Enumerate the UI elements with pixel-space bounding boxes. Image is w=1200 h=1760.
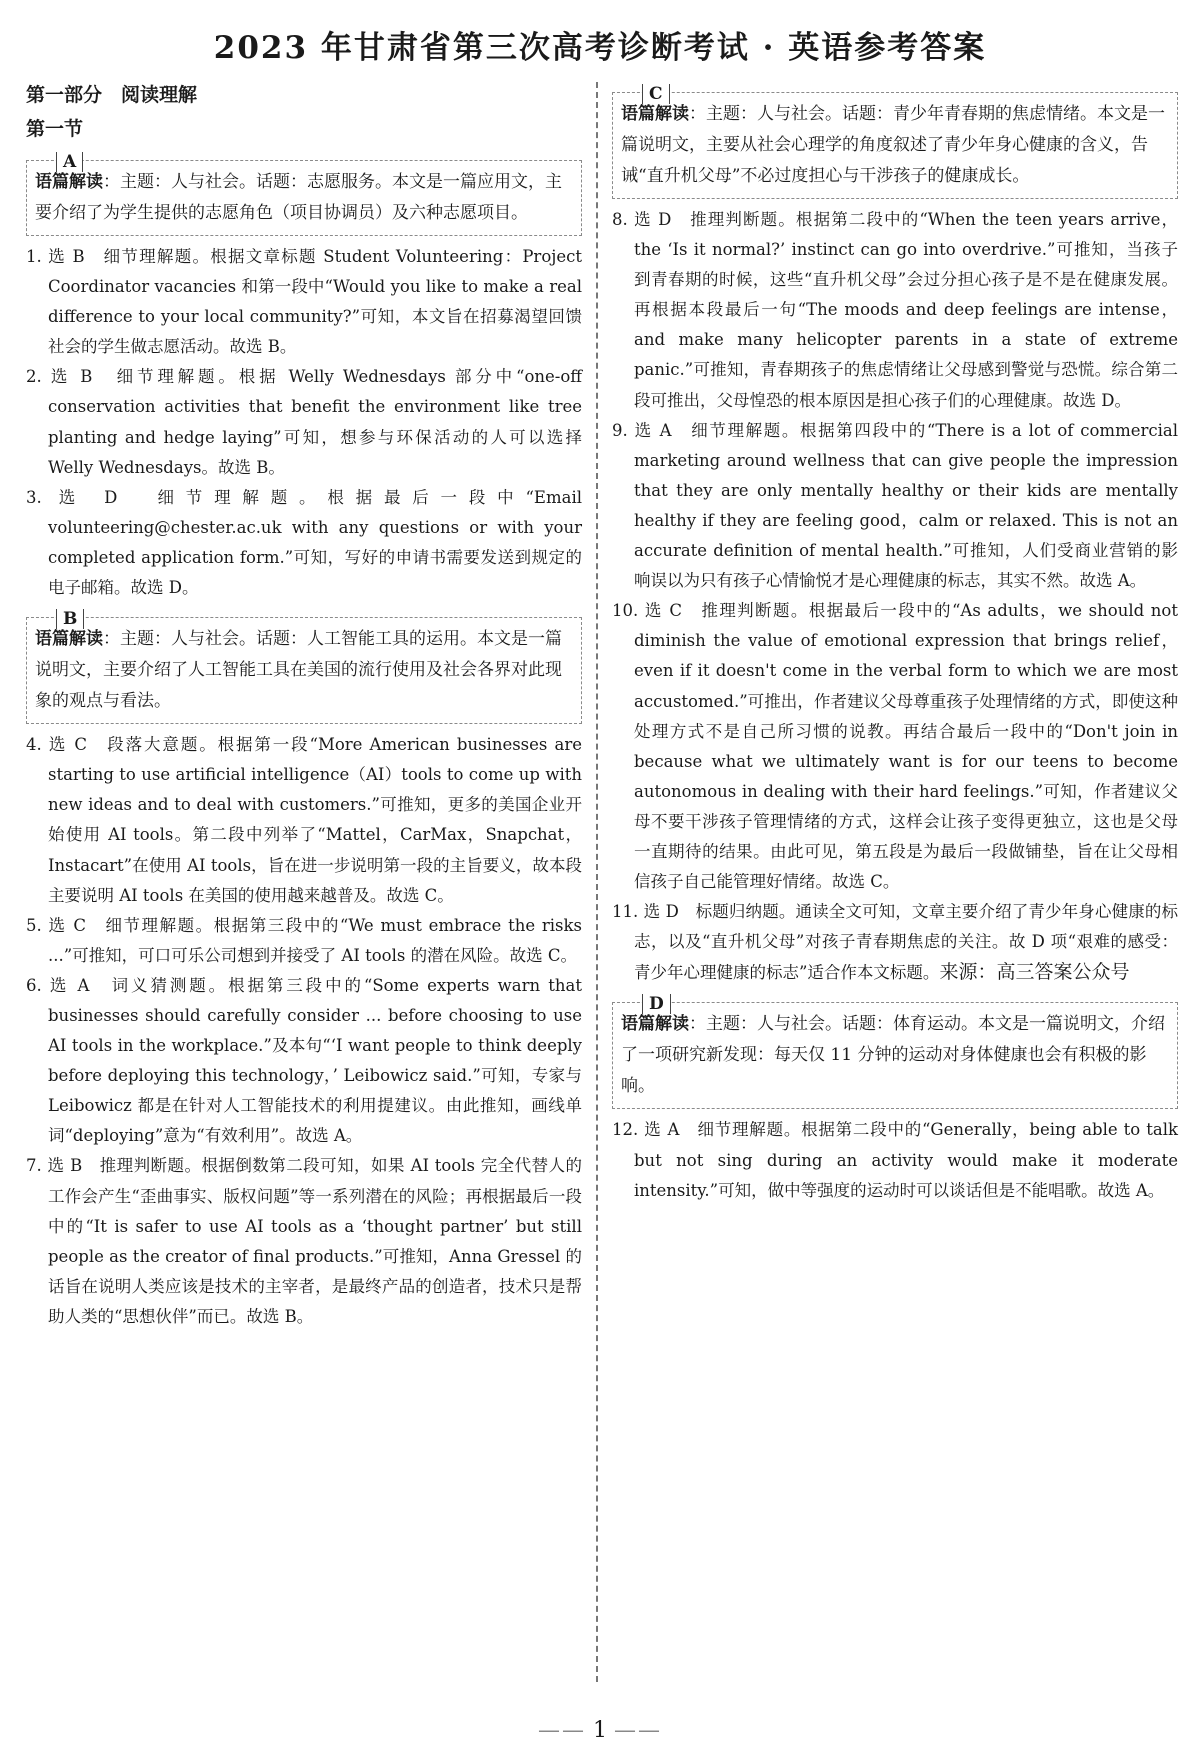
passage-c-lead: 语篇解读 [621, 104, 689, 124]
passage-a-block [26, 146, 582, 236]
answer-4: 4. 选 C 段落大意题。根据第一段“More American businesses are starting to use artificial intelligence（AI）tools to come up with new ideas and to deal with customers.”可推知，更多的美国企业开始使用 AI tools。第二段中列举了“Mattel，CarMax，Snapchat，Instacart”在使用 AI tools，旨在进一步说明第一段的主旨要义，故本段主要说明 AI tools 在美国的使用越来越普及。故选 C。 [26, 735, 582, 905]
answer-3: 3. 选 D 细节理解题。根据最后一段中“Email volunteering@chester.ac.uk with any questions or with your completed application form.”可知，写好的申请书需要发送到规定的电子邮箱。故选 D。 [26, 487, 582, 598]
passage-a-summary-box [26, 160, 582, 236]
section-heading: 第一节 [26, 118, 84, 140]
passage-b-summary: ：主题：人与社会。话题：人工智能工具的运用。本文是一篇说明文，主要介绍了人工智能工具在美国的流行使用及社会各界对此现象的观点与看法。 [35, 629, 562, 712]
passage-label-c: C [642, 84, 670, 104]
passage-b-lead: 语篇解读 [35, 629, 103, 650]
page-dash-left: —— [538, 1718, 586, 1743]
part-heading: 第一部分 阅读理解 [26, 84, 198, 106]
page-title: 2023 年甘肃省第三次高考诊断考试 · 英语参考答案 [213, 30, 987, 66]
answer-1: 1. 选 B 细节理解题。根据文章标题 Student Volunteering：Project Coordinator vacancies 和第一段中“Would you like to make a real difference to your local community?”可知，本文旨在招募渴望回馈社会的学生做志愿活动。故选 B。 [26, 247, 582, 357]
right-column [612, 78, 1178, 1206]
passage-c-summary-box [612, 92, 1178, 199]
passage-label-b: B [56, 609, 84, 629]
answer-9: 9. 选 A 细节理解题。根据第四段中的“There is a lot of commercial marketing around wellness that can give people the impression that they are only mentally healthy or their kids are mentally healthy if they are feeling good，calm or relaxed. This is not an accurate definition of mental health.”可推知，人们受商业营销的影响误以为只有孩子心情愉悦才是心理健康的标志，其实不然。故选 A。 [612, 420, 1178, 591]
answer-12: 12. 选 A 细节理解题。根据第二段中的“Generally，being able to talk but not sing during an activity would make it moderate intensity.”可知，做中等强度的运动时可以谈话但是不能唱歌。故选 A。 [612, 1120, 1178, 1200]
answer-11-text: 11. 选 D 标题归纳题。通读全文可知，文章主要介绍了青少年身心健康的标志，以及“直升机父母”对孩子青春期焦虑的关注。故 D 项“艰难的感受：青少年心理健康的标志”适合作本文标题。 [612, 902, 1178, 983]
answer-7: 7. 选 B 推理判断题。根据倒数第二段可知，如果 AI tools 完全代替人的工作会产生“歪曲事实、版权问题”等一系列潜在的风险；再根据最后一段中的“It is safer to use AI tools as a ‘thought partner’ but still people as the creator of final products.”可推知，Anna Gressel 的话旨在说明人类应该是技术的主宰者，是最终产品的创造者，技术只是帮助人类的“思想伙伴”而已。故选 B。 [26, 1156, 582, 1326]
left-column [26, 78, 582, 1332]
answer-10: 10. 选 C 推理判断题。根据最后一段中的“As adults，we should not diminish the value of emotional expression that brings relief，even if it doesn't come in the verbal form to which we are most accustomed.”可推出，作者建议父母尊重孩子处理情绪的方式，即使这种处理方式不是自己所习惯的说教。再结合最后一段中的“Don't join in because what we ultimately want is for our teens to become autonomous in dealing with their hard feelings.”可知，作者建议父母不要干涉孩子管理情绪的方式，这样会让孩子变得更独立，这也是父母一直期待的结果。由此可见，第五段是为最后一段做铺垫，旨在让父母相信孩子自己能管理好情绪。故选 C。 [612, 601, 1178, 892]
passage-d-summary: ：主题：人与社会。话题：体育运动。本文是一篇说明文，介绍了一项研究新发现：每天仅 11 分钟的运动对身体健康也会有积极的影响。 [621, 1014, 1165, 1097]
answer-6: 6. 选 A 词义猜测题。根据第三段中的“Some experts warn that businesses should carefully consider ... before choosing to use AI tools in the workplace.”及本句“‘I want people to think deeply before deploying this technology，’ Leibowicz said.”可知，专家与 Leibowicz 都是在针对人工智能技术的利用提建议。由此推知，画线单词“deploying”意为“有效利用”。故选 A。 [26, 975, 582, 1146]
passage-d-summary-box [612, 1002, 1178, 1109]
answer-5: 5. 选 C 细节理解题。根据第三段中的“We must embrace the risks ...”可推知，可口可乐公司想到并接受了 AI tools 的潜在风险。故选 C。 [26, 915, 582, 965]
passage-a-lead: 语篇解读 [35, 172, 103, 192]
answer-2: 2. 选 B 细节理解题。根据 Welly Wednesdays 部分中“one-off conservation activities that benefit the environment like tree planting and hedge laying”可知，想参与环保活动的人可以选择 Welly Wednesdays。故选 B。 [26, 367, 582, 477]
answer-11 [612, 897, 1178, 988]
passage-d-block [612, 988, 1178, 1109]
passage-b-summary-box [26, 617, 582, 724]
passage-a-summary: ：主题：人与社会。话题：志愿服务。本文是一篇应用文，主要介绍了为学生提供的志愿角色（项目协调员）及六种志愿项目。 [35, 172, 562, 223]
passage-label-a: A [56, 152, 83, 172]
passage-c-summary: ：主题：人与社会。话题：青少年青春期的焦虑情绪。本文是一篇说明文，主要从社会心理学的角度叙述了青少年身心健康的含义，告诫“直升机父母”不必过度担心与干涉孩子的健康成长。 [621, 104, 1165, 186]
page-number: 1 [593, 1718, 607, 1743]
passage-c-block [612, 78, 1178, 199]
answer-8: 8. 选 D 推理判断题。根据第二段中的“When the teen years arrive，the ‘Is it normal?’ instinct can go into overdrive.”可推知，当孩子到青春期的时候，这些“直升机父母”会过分担心孩子是不是在健康发展。再根据本段最后一句“The moods and deep feelings are intense，and make many helicopter parents in a state of extreme panic.”可推知，青春期孩子的焦虑情绪让父母感到警觉与恐慌。综合第二段可推出，父母惶恐的根本原因是担心孩子们的心理健康。故选 D。 [612, 210, 1178, 410]
passage-b-block [26, 603, 582, 724]
column-divider [596, 82, 598, 1682]
passage-label-d: D [642, 994, 671, 1014]
page-dash-right: —— [614, 1718, 662, 1743]
page-number-footer [0, 1718, 1200, 1743]
passage-d-lead: 语篇解读 [621, 1014, 689, 1035]
source-note: 来源：高三答案公众号 [939, 961, 1130, 984]
